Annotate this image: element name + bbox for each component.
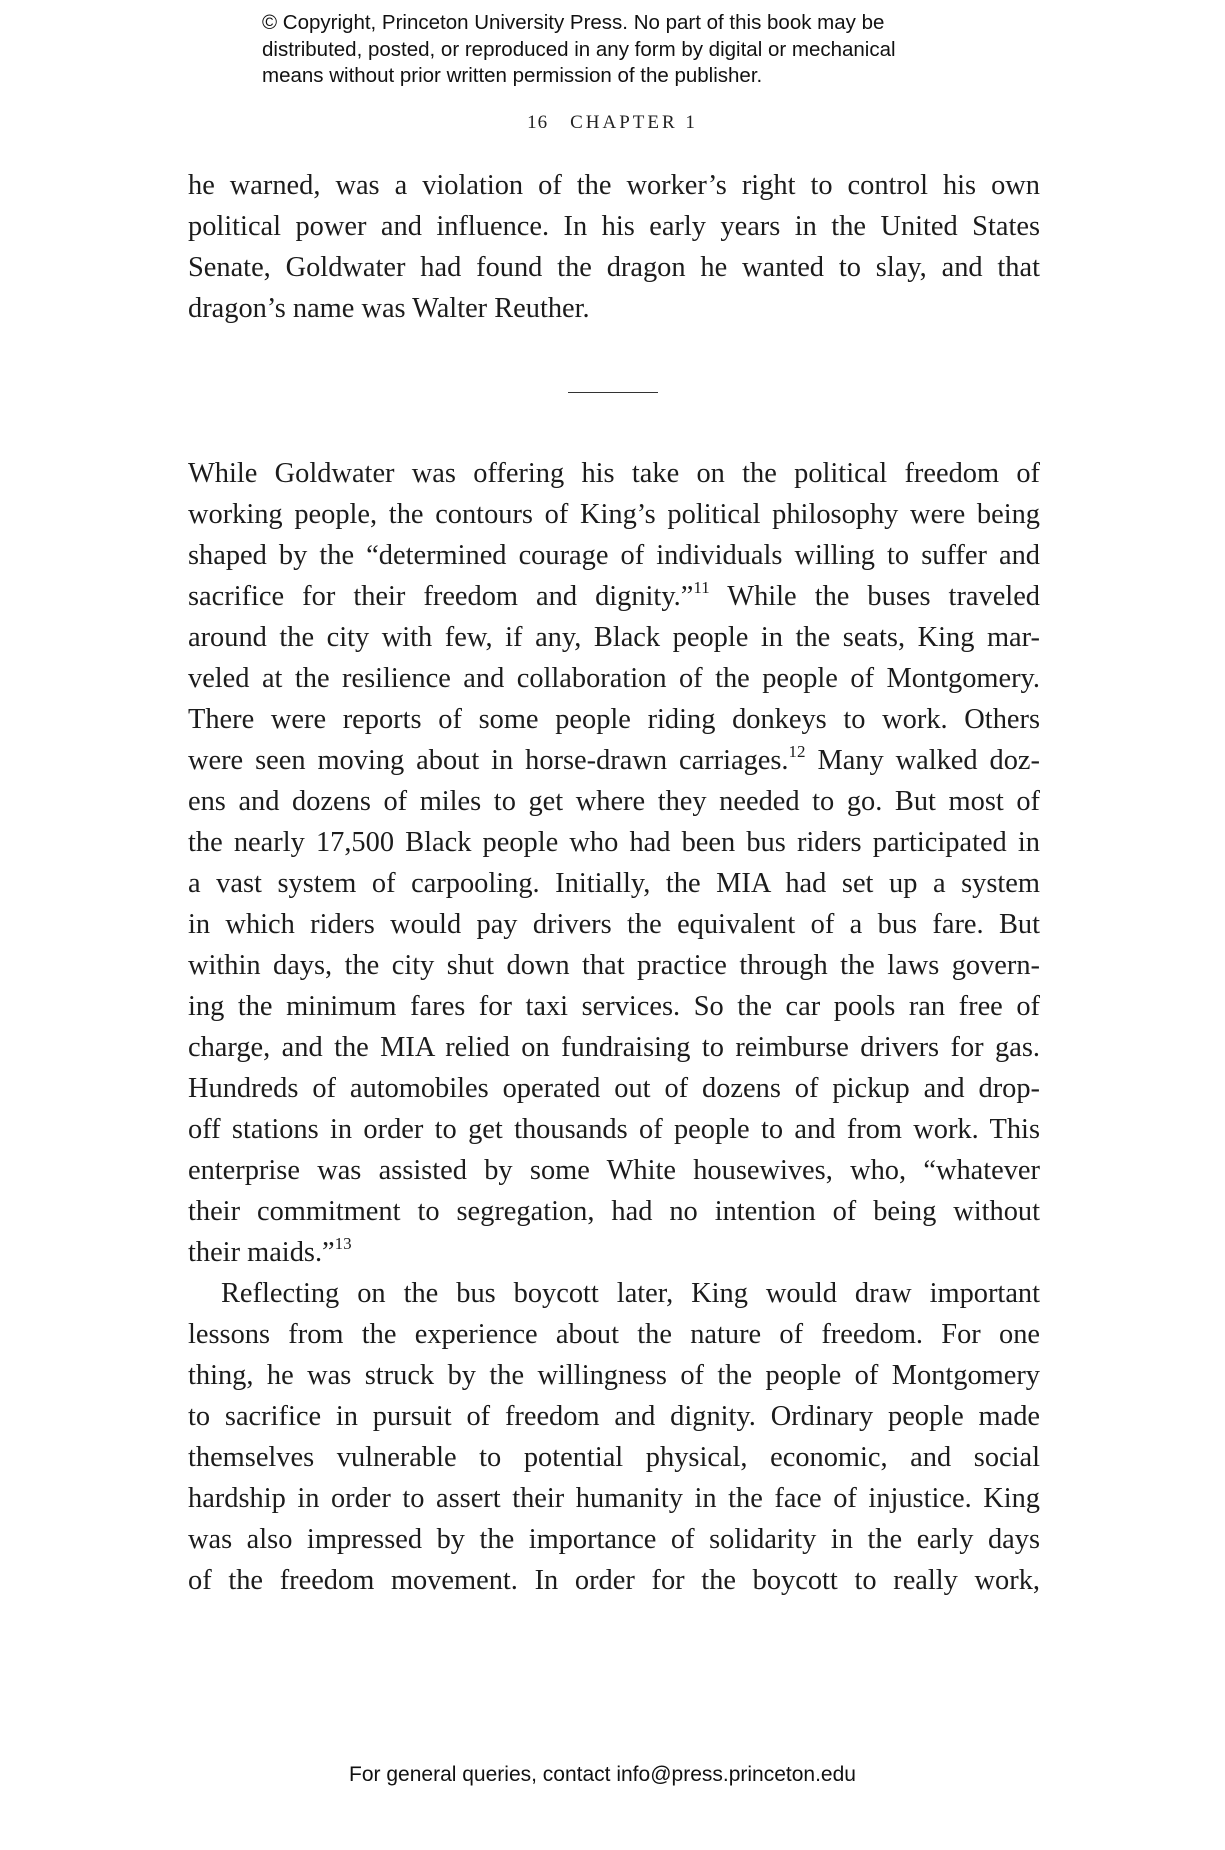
section-break-rule: [568, 392, 658, 393]
text-line: working people, the contours of King’s political philosophy were being: [188, 499, 1040, 530]
footer-contact: [0, 1763, 1225, 1787]
paragraph: [188, 165, 1040, 329]
paragraph: [188, 453, 1040, 1273]
text-run: their maids.”: [188, 1237, 335, 1268]
text-line: in which riders would pay drivers the equivalent of a bus fare. But: [188, 909, 1040, 940]
text-block-main: [188, 453, 1040, 1601]
text-line: thing, he was struck by the willingness of the people of Montgomery: [188, 1360, 1040, 1391]
text-line: dragon’s name was Walter Reuther.: [188, 293, 590, 324]
text-line: shaped by the “determined courage of individuals willing to suffer and: [188, 540, 1040, 571]
text-line: There were reports of some people riding donkeys to work. Others: [188, 704, 1040, 735]
text-line: veled at the resilience and collaboration of the people of Montgomery.: [188, 663, 1040, 694]
text-run: While the buses traveled: [709, 581, 1040, 612]
running-head: [0, 112, 1225, 134]
footnote-ref-13: 13: [334, 1234, 352, 1253]
copyright-line: distributed, posted, or reproduced in any form by digital or mechanical: [262, 37, 896, 61]
copyright-line: means without prior written permission of the publisher.: [262, 64, 763, 87]
text-line: Hundreds of automobiles operated out of dozens of pickup and drop-: [188, 1073, 1040, 1104]
text-line: [188, 740, 1040, 781]
page-number: 16: [527, 112, 549, 133]
text-run: were seen moving about in horse-drawn carriages.: [188, 745, 789, 776]
text-line: off stations in order to get thousands of people to and from work. This: [188, 1114, 1040, 1145]
text-line: ens and dozens of miles to get where they needed to go. But most of: [188, 786, 1040, 817]
text-run: Many walked doz-: [805, 745, 1040, 776]
text-line: Reflecting on the bus boycott later, King would draw important: [221, 1278, 1040, 1309]
text-line: hardship in order to assert their humanity in the face of injustice. King: [188, 1483, 1040, 1514]
copyright-line: © Copyright, Princeton University Press. No part of this book may be: [262, 11, 885, 34]
text-line: While Goldwater was offering his take on the political freedom of: [188, 458, 1040, 489]
text-line: their commitment to segregation, had no intention of being without: [188, 1196, 1040, 1227]
copyright-notice: [262, 10, 982, 90]
text-line: charge, and the MIA relied on fundraising to reimburse drivers for gas.: [188, 1032, 1040, 1063]
text-line: the nearly 17,500 Black people who had been bus riders participated in: [188, 827, 1040, 858]
text-line: within days, the city shut down that practice through the laws govern-: [188, 950, 1040, 981]
footnote-ref-11: 11: [693, 578, 710, 597]
footnote-ref-12: 12: [788, 742, 806, 761]
text-line: lessons from the experience about the nature of freedom. For one: [188, 1319, 1040, 1350]
chapter-label: CHAPTER 1: [570, 112, 698, 133]
text-line: to sacrifice in pursuit of freedom and dignity. Ordinary people made: [188, 1401, 1040, 1432]
text-line: themselves vulnerable to potential physical, economic, and social: [188, 1442, 1040, 1473]
text-line: around the city with few, if any, Black people in the seats, King mar-: [188, 622, 1040, 653]
text-line: [188, 576, 1040, 617]
text-line: political power and influence. In his early years in the United States: [188, 211, 1040, 242]
text-run: sacrifice for their freedom and dignity.”: [188, 581, 694, 612]
text-line: a vast system of carpooling. Initially, the MIA had set up a system: [188, 868, 1040, 899]
text-line: was also impressed by the importance of solidarity in the early days: [188, 1524, 1040, 1555]
text-line: Senate, Goldwater had found the dragon he wanted to slay, and that: [188, 252, 1040, 283]
text-line: ing the minimum fares for taxi services. So the car pools ran free of: [188, 991, 1040, 1022]
text-block-continuation: [188, 165, 1040, 329]
text-line: of the freedom movement. In order for the boycott to really work,: [188, 1565, 1040, 1596]
text-line: enterprise was assisted by some White housewives, who, “whatever: [188, 1155, 1040, 1186]
footer-text: For general queries, contact info@press.princeton.edu: [349, 1763, 856, 1786]
text-line: he warned, was a violation of the worker’s right to control his own: [188, 170, 1040, 201]
text-line: [188, 1232, 1040, 1273]
paragraph: [188, 1273, 1040, 1601]
